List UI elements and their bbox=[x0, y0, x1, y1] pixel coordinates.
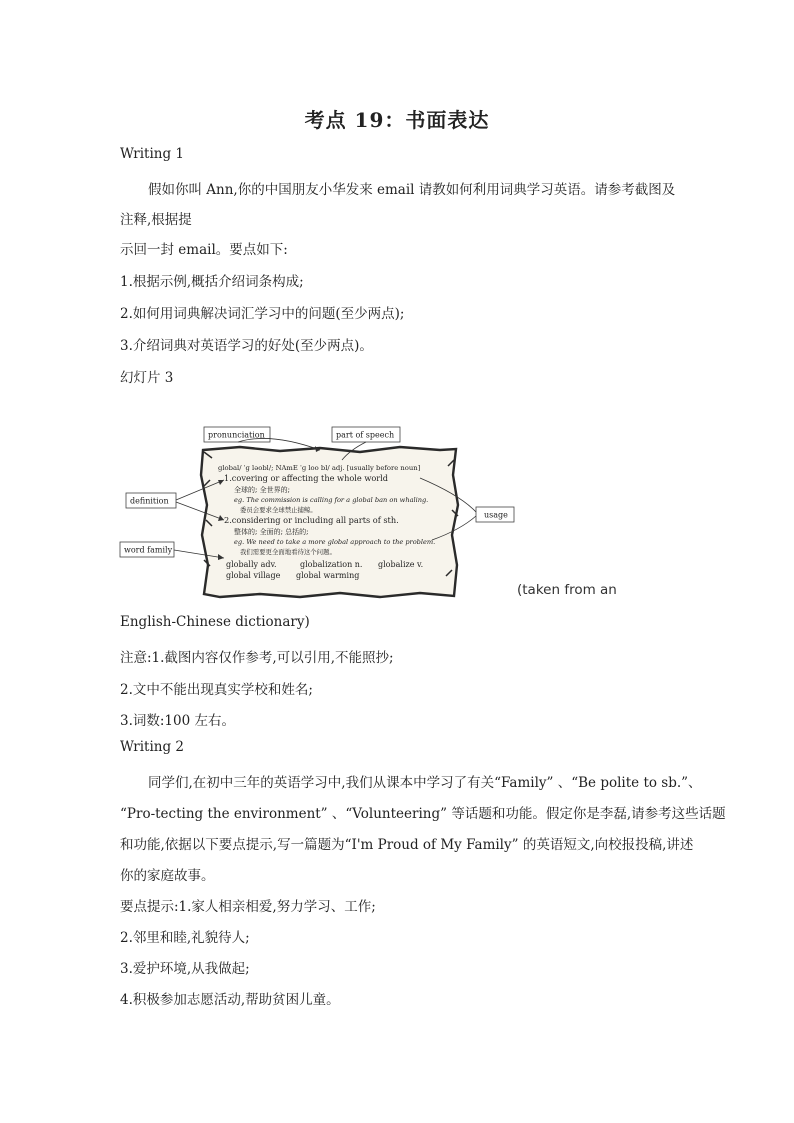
writing1-intro-line2: 注释,根据提 bbox=[120, 212, 192, 228]
writing1-point1: 1.根据示例,概括介绍词条构成; bbox=[120, 274, 304, 290]
page-title: 考点 19：书面表达 bbox=[304, 108, 490, 132]
writing2-para-line2: “Pro-tecting the environment” 、“Volunteering” 等话题和功能。假定你是李磊,请参考这些话题 bbox=[120, 806, 726, 822]
word-family-global-village: global village bbox=[226, 571, 281, 580]
slide-label: 幻灯片 3 bbox=[120, 370, 174, 386]
writing2-para-line4: 你的家庭故事。 bbox=[120, 868, 215, 884]
word-family-globalization: globalization n. bbox=[300, 560, 363, 569]
headword-line: global/ ˈɡ ləobl/; NAmE ˈɡ loo bl/ adj. [usually before noun] bbox=[218, 464, 421, 472]
writing2-hint4: 4.积极参加志愿活动,帮助贫困儿童。 bbox=[120, 992, 340, 1008]
writing1-point3: 3.介绍词典对英语学习的好处(至少两点)。 bbox=[120, 338, 373, 354]
writing2-hint1: 要点提示:1.家人相亲相爱,努力学习、工作; bbox=[120, 899, 376, 915]
note-1: 注意:1.截图内容仅作参考,可以引用,不能照抄; bbox=[120, 650, 394, 666]
sense1-chinese: 全球的; 全世界的; bbox=[234, 486, 290, 494]
sense2-definition: 2.considering or including all parts of sth. bbox=[224, 515, 399, 525]
word-family-label: word family bbox=[124, 545, 173, 555]
definition-label: definition bbox=[130, 496, 169, 506]
sense2-example: eg. We need to take a more global approach to the problem. bbox=[234, 538, 436, 546]
sense2-chinese: 整体的; 全面的; 总括的; bbox=[234, 528, 309, 536]
writing2-hint2: 2.邻里和睦,礼貌待人; bbox=[120, 930, 250, 946]
sense2-example-chinese: 我们需要更全面地看待这个问题。 bbox=[240, 548, 336, 556]
part-of-speech-label: part of speech bbox=[336, 430, 395, 440]
sense1-example: eg. The commission is calling for a global ban on whaling. bbox=[234, 496, 429, 504]
writing2-para-line3: 和功能,依据以下要点提示,写一篇题为“I'm Proud of My Family” 的英语短文,向校报投稿,讲述 bbox=[120, 837, 694, 853]
writing1-intro-line1: 假如你叫 Ann,你的中国朋友小华发来 email 请教如何利用词典学习英语。请参考截图及 bbox=[148, 182, 676, 198]
figure-caption-part1: (taken from an bbox=[517, 582, 617, 598]
note-3: 3.词数:100 左右。 bbox=[120, 713, 235, 729]
word-family-globalize: globalize v. bbox=[378, 560, 424, 569]
writing2-heading: Writing 2 bbox=[120, 739, 184, 755]
sense1-example-chinese: 委员会要求全球禁止捕鲸。 bbox=[240, 506, 317, 514]
writing2-hint3: 3.爱护环境,从我做起; bbox=[120, 961, 250, 977]
pronunciation-label: pronunciation bbox=[208, 430, 265, 440]
writing1-intro-line3: 示回一封 email。要点如下: bbox=[120, 242, 288, 258]
writing1-point2: 2.如何用词典解决词汇学习中的问题(至少两点); bbox=[120, 306, 405, 322]
note-2: 2.文中不能出现真实学校和姓名; bbox=[120, 682, 313, 698]
sense1-definition: 1.covering or affecting the whole world bbox=[224, 473, 389, 483]
writing1-heading: Writing 1 bbox=[120, 146, 184, 162]
word-family-globally: globally adv. bbox=[226, 560, 277, 569]
word-family-global-warming: global warming bbox=[296, 571, 360, 580]
figure-caption-part2: English-Chinese dictionary) bbox=[120, 614, 310, 630]
usage-label: usage bbox=[484, 510, 508, 520]
writing2-para-line1: 同学们,在初中三年的英语学习中,我们从课本中学习了有关“Family” 、“Be polite to sb.”、 bbox=[148, 775, 702, 791]
dictionary-entry-figure bbox=[120, 420, 508, 600]
